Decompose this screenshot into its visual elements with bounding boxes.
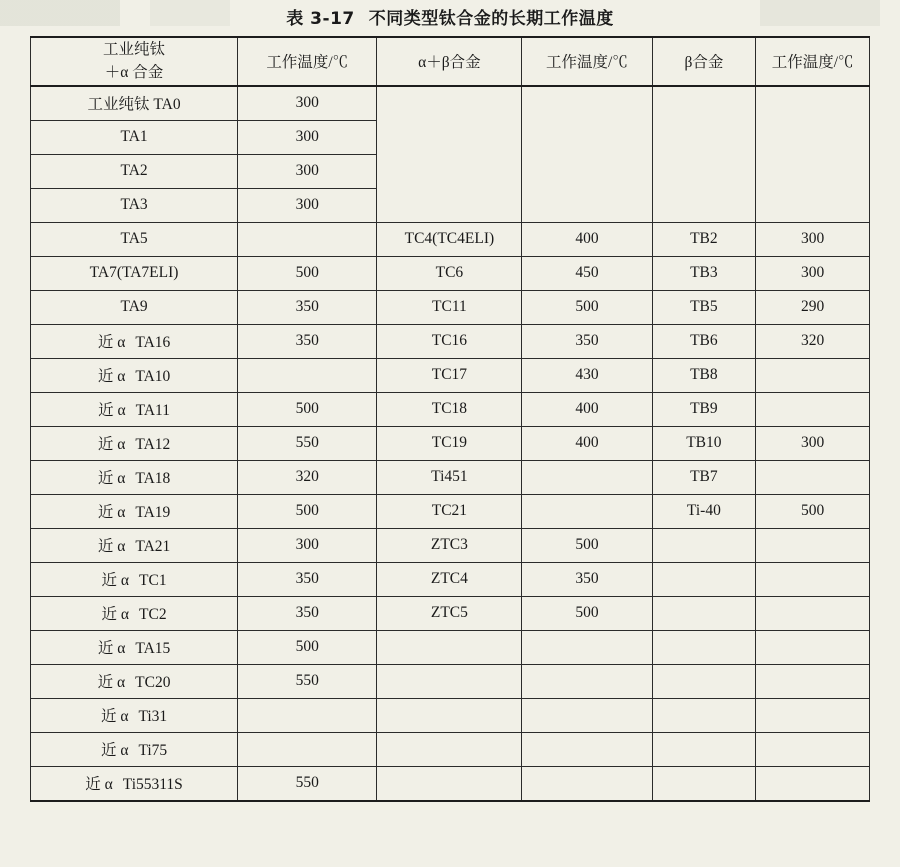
table-row: [31, 358, 870, 392]
cell-beta-name: TB7: [652, 460, 756, 494]
table-caption-title: 不同类型钛合金的长期工作温度: [368, 9, 614, 29]
cell-beta-temp: [756, 698, 870, 732]
cell-alloy-temp: 350: [238, 324, 377, 358]
cell-ab-name: [377, 630, 522, 664]
cell-alloy-temp: 550: [238, 766, 377, 801]
header-alpha-line2: ＋α 合金: [104, 64, 164, 82]
cell-ab-name: [377, 664, 522, 698]
cell-alloy-prefix: 近 α: [100, 708, 129, 725]
cell-alloy-name: TA1: [31, 120, 238, 154]
cell-alloy-name: [31, 664, 238, 698]
cell-ab-temp: 500: [522, 290, 652, 324]
cell-beta-temp: 500: [756, 494, 870, 528]
cell-alloy-temp: 350: [238, 596, 377, 630]
cell-alloy-temp: 300: [238, 86, 377, 121]
cell-alloy-temp: [238, 222, 377, 256]
header-alpha-line1: 工业纯钛: [103, 41, 166, 58]
table-row: [31, 528, 870, 562]
cell-beta-temp: [756, 392, 870, 426]
cell-beta-name: [652, 698, 756, 732]
cell-beta-temp: [756, 562, 870, 596]
table-row: [31, 664, 870, 698]
cell-alloy-prefix: 近 α: [97, 538, 126, 555]
cell-ab-temp: 400: [522, 392, 652, 426]
table-row: [31, 426, 870, 460]
cell-beta-name: TB3: [652, 256, 756, 290]
table-caption-number: 表 3-17: [286, 9, 355, 29]
cell-beta-temp: [756, 596, 870, 630]
cell-ab-temp: 430: [522, 358, 652, 392]
cell-ab-name: [377, 732, 522, 766]
cell-alloy-temp: 300: [238, 528, 377, 562]
cell-ab-name: [377, 86, 522, 223]
cell-alloy-prefix: 近 α: [97, 368, 126, 385]
cell-alloy-label: TA7(TA7ELI): [89, 264, 179, 281]
cell-alloy-label: TA9: [120, 298, 148, 315]
table-row: [31, 698, 870, 732]
table-row: [31, 732, 870, 766]
cell-alloy-prefix: 近 α: [97, 470, 126, 487]
header-cell-temp-3: 工作温度/℃: [756, 37, 870, 86]
cell-ab-temp: 400: [522, 222, 652, 256]
cell-beta-temp: [756, 630, 870, 664]
cell-beta-name: [652, 528, 756, 562]
table-row: [31, 766, 870, 801]
header-cell-temp-1: 工作温度/℃: [238, 37, 377, 86]
cell-alloy-name: [31, 426, 238, 460]
cell-beta-name: [652, 630, 756, 664]
cell-alloy-prefix: 近 α: [97, 504, 126, 521]
cell-ab-temp: [522, 732, 652, 766]
cell-beta-name: Ti-40: [652, 494, 756, 528]
cell-beta-name: [652, 562, 756, 596]
cell-beta-temp: [756, 358, 870, 392]
cell-beta-temp: 300: [756, 426, 870, 460]
cell-alloy-label: TA18: [135, 470, 171, 487]
cell-beta-name: [652, 732, 756, 766]
cell-ab-temp: 500: [522, 528, 652, 562]
cell-ab-name: [377, 698, 522, 732]
cell-alloy-name: [31, 528, 238, 562]
cell-alloy-temp: 320: [238, 460, 377, 494]
cell-alloy-name: TA2: [31, 154, 238, 188]
cell-beta-temp: [756, 732, 870, 766]
cell-alloy-temp: 500: [238, 494, 377, 528]
cell-alloy-label: TC2: [139, 606, 167, 623]
cell-alloy-temp: [238, 698, 377, 732]
table-row: [31, 596, 870, 630]
cell-beta-temp: [756, 528, 870, 562]
cell-beta-name: [652, 664, 756, 698]
cell-ab-name: [377, 766, 522, 801]
cell-alloy-name: [31, 596, 238, 630]
cell-beta-name: [652, 596, 756, 630]
cell-alloy-label: TA10: [135, 368, 171, 385]
table-row: [31, 290, 870, 324]
cell-alloy-name: [31, 460, 238, 494]
cell-alloy-name: [31, 256, 238, 290]
cell-ab-temp: [522, 494, 652, 528]
cell-ab-name: ZTC5: [377, 596, 522, 630]
table-header-row: [31, 37, 870, 86]
cell-beta-temp: [756, 86, 870, 223]
cell-ab-temp: 450: [522, 256, 652, 290]
cell-alloy-prefix: 近 α: [101, 606, 130, 623]
cell-alloy-temp: 350: [238, 290, 377, 324]
cell-alloy-temp: 300: [238, 188, 377, 222]
cell-alloy-name: [31, 290, 238, 324]
table-row: [31, 324, 870, 358]
cell-alloy-temp: 550: [238, 426, 377, 460]
cell-beta-name: TB9: [652, 392, 756, 426]
cell-alloy-temp: 300: [238, 154, 377, 188]
titanium-alloy-temperature-table: [30, 36, 870, 802]
cell-ab-name: TC11: [377, 290, 522, 324]
cell-ab-temp: [522, 698, 652, 732]
cell-ab-name: TC21: [377, 494, 522, 528]
cell-ab-name: ZTC3: [377, 528, 522, 562]
cell-alloy-prefix: 近 α: [97, 640, 126, 657]
header-cell-alpha: [31, 37, 238, 86]
cell-alloy-label: TA15: [135, 640, 171, 657]
cell-alloy-prefix: 近 α: [85, 776, 113, 793]
cell-alloy-prefix: 近 α: [98, 402, 126, 419]
table-row: [31, 392, 870, 426]
cell-beta-temp: 300: [756, 256, 870, 290]
cell-beta-name: [652, 766, 756, 801]
table-row: [31, 494, 870, 528]
cell-alloy-name: 工业纯钛 TA0: [31, 86, 238, 121]
cell-alloy-label: TA12: [135, 436, 171, 453]
cell-alloy-name: [31, 324, 238, 358]
header-cell-temp-2: 工作温度/℃: [522, 37, 652, 86]
cell-alloy-name: [31, 630, 238, 664]
cell-alloy-temp: 550: [238, 664, 377, 698]
cell-alloy-temp: 500: [238, 256, 377, 290]
cell-alloy-name: [31, 732, 238, 766]
cell-beta-name: TB5: [652, 290, 756, 324]
cell-ab-temp: [522, 460, 652, 494]
cell-ab-temp: [522, 630, 652, 664]
cell-alloy-name: [31, 392, 238, 426]
cell-alloy-label: TA11: [135, 402, 170, 419]
cell-alloy-temp: 300: [238, 120, 377, 154]
cell-ab-temp: [522, 766, 652, 801]
cell-alloy-name: [31, 358, 238, 392]
cell-alloy-temp: 500: [238, 630, 377, 664]
table-row: [31, 86, 870, 121]
cell-beta-temp: 320: [756, 324, 870, 358]
cell-ab-name: TC19: [377, 426, 522, 460]
cell-ab-temp: 350: [522, 324, 652, 358]
cell-beta-temp: [756, 664, 870, 698]
cell-alloy-name: [31, 698, 238, 732]
cell-beta-name: TB6: [652, 324, 756, 358]
cell-beta-name: TB2: [652, 222, 756, 256]
cell-alloy-label: TA16: [135, 334, 171, 351]
table-row: [31, 460, 870, 494]
cell-ab-name: TC16: [377, 324, 522, 358]
cell-alloy-prefix: 近 α: [97, 674, 126, 691]
cell-beta-temp: [756, 460, 870, 494]
cell-alloy-prefix: 近 α: [100, 742, 129, 759]
cell-alloy-label: TA5: [120, 230, 148, 247]
table-caption: [0, 4, 900, 29]
cell-alloy-label: Ti31: [138, 708, 168, 725]
cell-ab-name: TC18: [377, 392, 522, 426]
cell-alloy-name: [31, 766, 238, 801]
cell-alloy-name: [31, 562, 238, 596]
cell-alloy-prefix: 近 α: [97, 334, 126, 351]
cell-alloy-name: TA3: [31, 188, 238, 222]
table-row: [31, 222, 870, 256]
cell-ab-temp: 500: [522, 596, 652, 630]
cell-alloy-prefix: 近 α: [97, 436, 126, 453]
cell-ab-temp: [522, 664, 652, 698]
cell-alloy-temp: [238, 732, 377, 766]
cell-beta-temp: 290: [756, 290, 870, 324]
cell-ab-name: ZTC4: [377, 562, 522, 596]
cell-ab-temp: 350: [522, 562, 652, 596]
cell-alloy-name: [31, 494, 238, 528]
cell-beta-temp: 300: [756, 222, 870, 256]
cell-alloy-label: Ti55311S: [122, 776, 183, 793]
table-row: [31, 562, 870, 596]
table-row: [31, 256, 870, 290]
cell-ab-temp: [522, 86, 652, 223]
cell-ab-name: TC4(TC4ELI): [377, 222, 522, 256]
header-cell-alpha-beta: α＋β合金: [377, 37, 522, 86]
cell-alloy-temp: 350: [238, 562, 377, 596]
cell-alloy-label: TC20: [135, 674, 171, 691]
header-cell-beta: β合金: [652, 37, 756, 86]
cell-alloy-label: TA19: [135, 504, 171, 521]
cell-ab-name: TC17: [377, 358, 522, 392]
cell-alloy-label: TA21: [135, 538, 171, 555]
cell-ab-name: Ti451: [377, 460, 522, 494]
table-row: [31, 630, 870, 664]
cell-alloy-name: [31, 222, 238, 256]
cell-beta-name: [652, 86, 756, 223]
cell-ab-name: TC6: [377, 256, 522, 290]
cell-alloy-temp: [238, 358, 377, 392]
cell-alloy-prefix: 近 α: [101, 572, 130, 589]
cell-ab-temp: 400: [522, 426, 652, 460]
cell-beta-name: TB8: [652, 358, 756, 392]
cell-alloy-temp: 500: [238, 392, 377, 426]
cell-alloy-label: TC1: [139, 572, 167, 589]
cell-beta-name: TB10: [652, 426, 756, 460]
cell-beta-temp: [756, 766, 870, 801]
cell-alloy-label: Ti75: [138, 742, 168, 759]
